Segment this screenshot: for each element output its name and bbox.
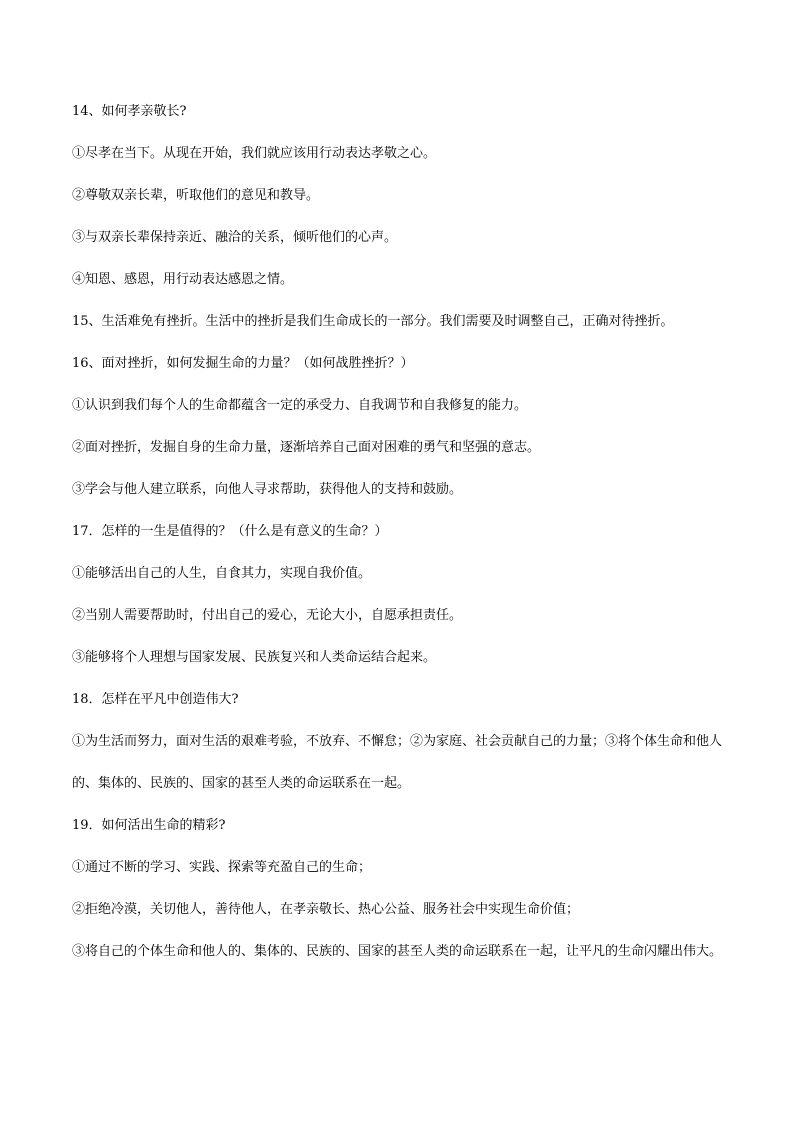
answer-q14-1: ①尽孝在当下。从现在开始，我们就应该用行动表达孝敬之心。 <box>72 146 437 161</box>
statement-q15: 15、生活难免有挫折。生活中的挫折是我们生命成长的一部分。我们需要及时调整自己，正确对待挫折。 <box>72 314 674 329</box>
answer-q17-3: ③能够将个人理想与国家发展、民族复兴和人类命运结合起来。 <box>72 650 437 665</box>
answer-q17-1: ①能够活出自己的人生，自食其力，实现自我价值。 <box>72 566 372 581</box>
answer-q17-2: ②当别人需要帮助时，付出自己的爱心，无论大小，自愿承担责任。 <box>72 608 463 623</box>
answer-q19-3: ③将自己的个体生命和他人的、集体的、民族的、国家的甚至人类的命运联系在一起，让平凡的生命闪耀出伟大。 <box>72 944 723 959</box>
heading-q17: 17．怎样的一生是值得的？（什么是有意义的生命？） <box>72 524 388 539</box>
answer-q14-2: ②尊敬双亲长辈，听取他们的意见和教导。 <box>72 188 320 203</box>
heading-q18: 18．怎样在平凡中创造伟大? <box>72 692 239 707</box>
answer-q16-2: ②面对挫折，发掘自身的生命力量，逐渐培养自己面对困难的勇气和坚强的意志。 <box>72 440 541 455</box>
answer-q19-2: ②拒绝冷漠，关切他人，善待他人，在孝亲敬长、热心公益、服务社会中实现生命价值； <box>72 902 580 917</box>
answer-q14-3: ③与双亲长辈保持亲近、融洽的关系，倾听他们的心声。 <box>72 230 398 245</box>
answer-q14-4: ④知恩、感恩，用行动表达感恩之情。 <box>72 272 294 287</box>
heading-q14: 14、如何孝亲敬长? <box>72 104 187 119</box>
answer-q18: ①为生活而努力，面对生活的艰难考验，不放弃、不懈怠；②为家庭、社会贡献自己的力量；③将个体生命和他人的、集体的、民族的、国家的甚至人类的命运联系在一起。 <box>72 734 723 791</box>
answer-q19-1: ①通过不断的学习、实践、探索等充盈自己的生命； <box>72 860 372 875</box>
answer-q16-1: ①认识到我们每个人的生命都蕴含一定的承受力、自我调节和自我修复的能力。 <box>72 398 528 413</box>
heading-q16: 16、面对挫折，如何发掘生命的力量？（如何战胜挫折？） <box>72 356 414 371</box>
document-body <box>72 103 728 985</box>
answer-q16-3: ③学会与他人建立联系，向他人寻求帮助，获得他人的支持和鼓励。 <box>72 482 463 497</box>
heading-q19: 19．如何活出生命的精彩? <box>72 818 226 833</box>
